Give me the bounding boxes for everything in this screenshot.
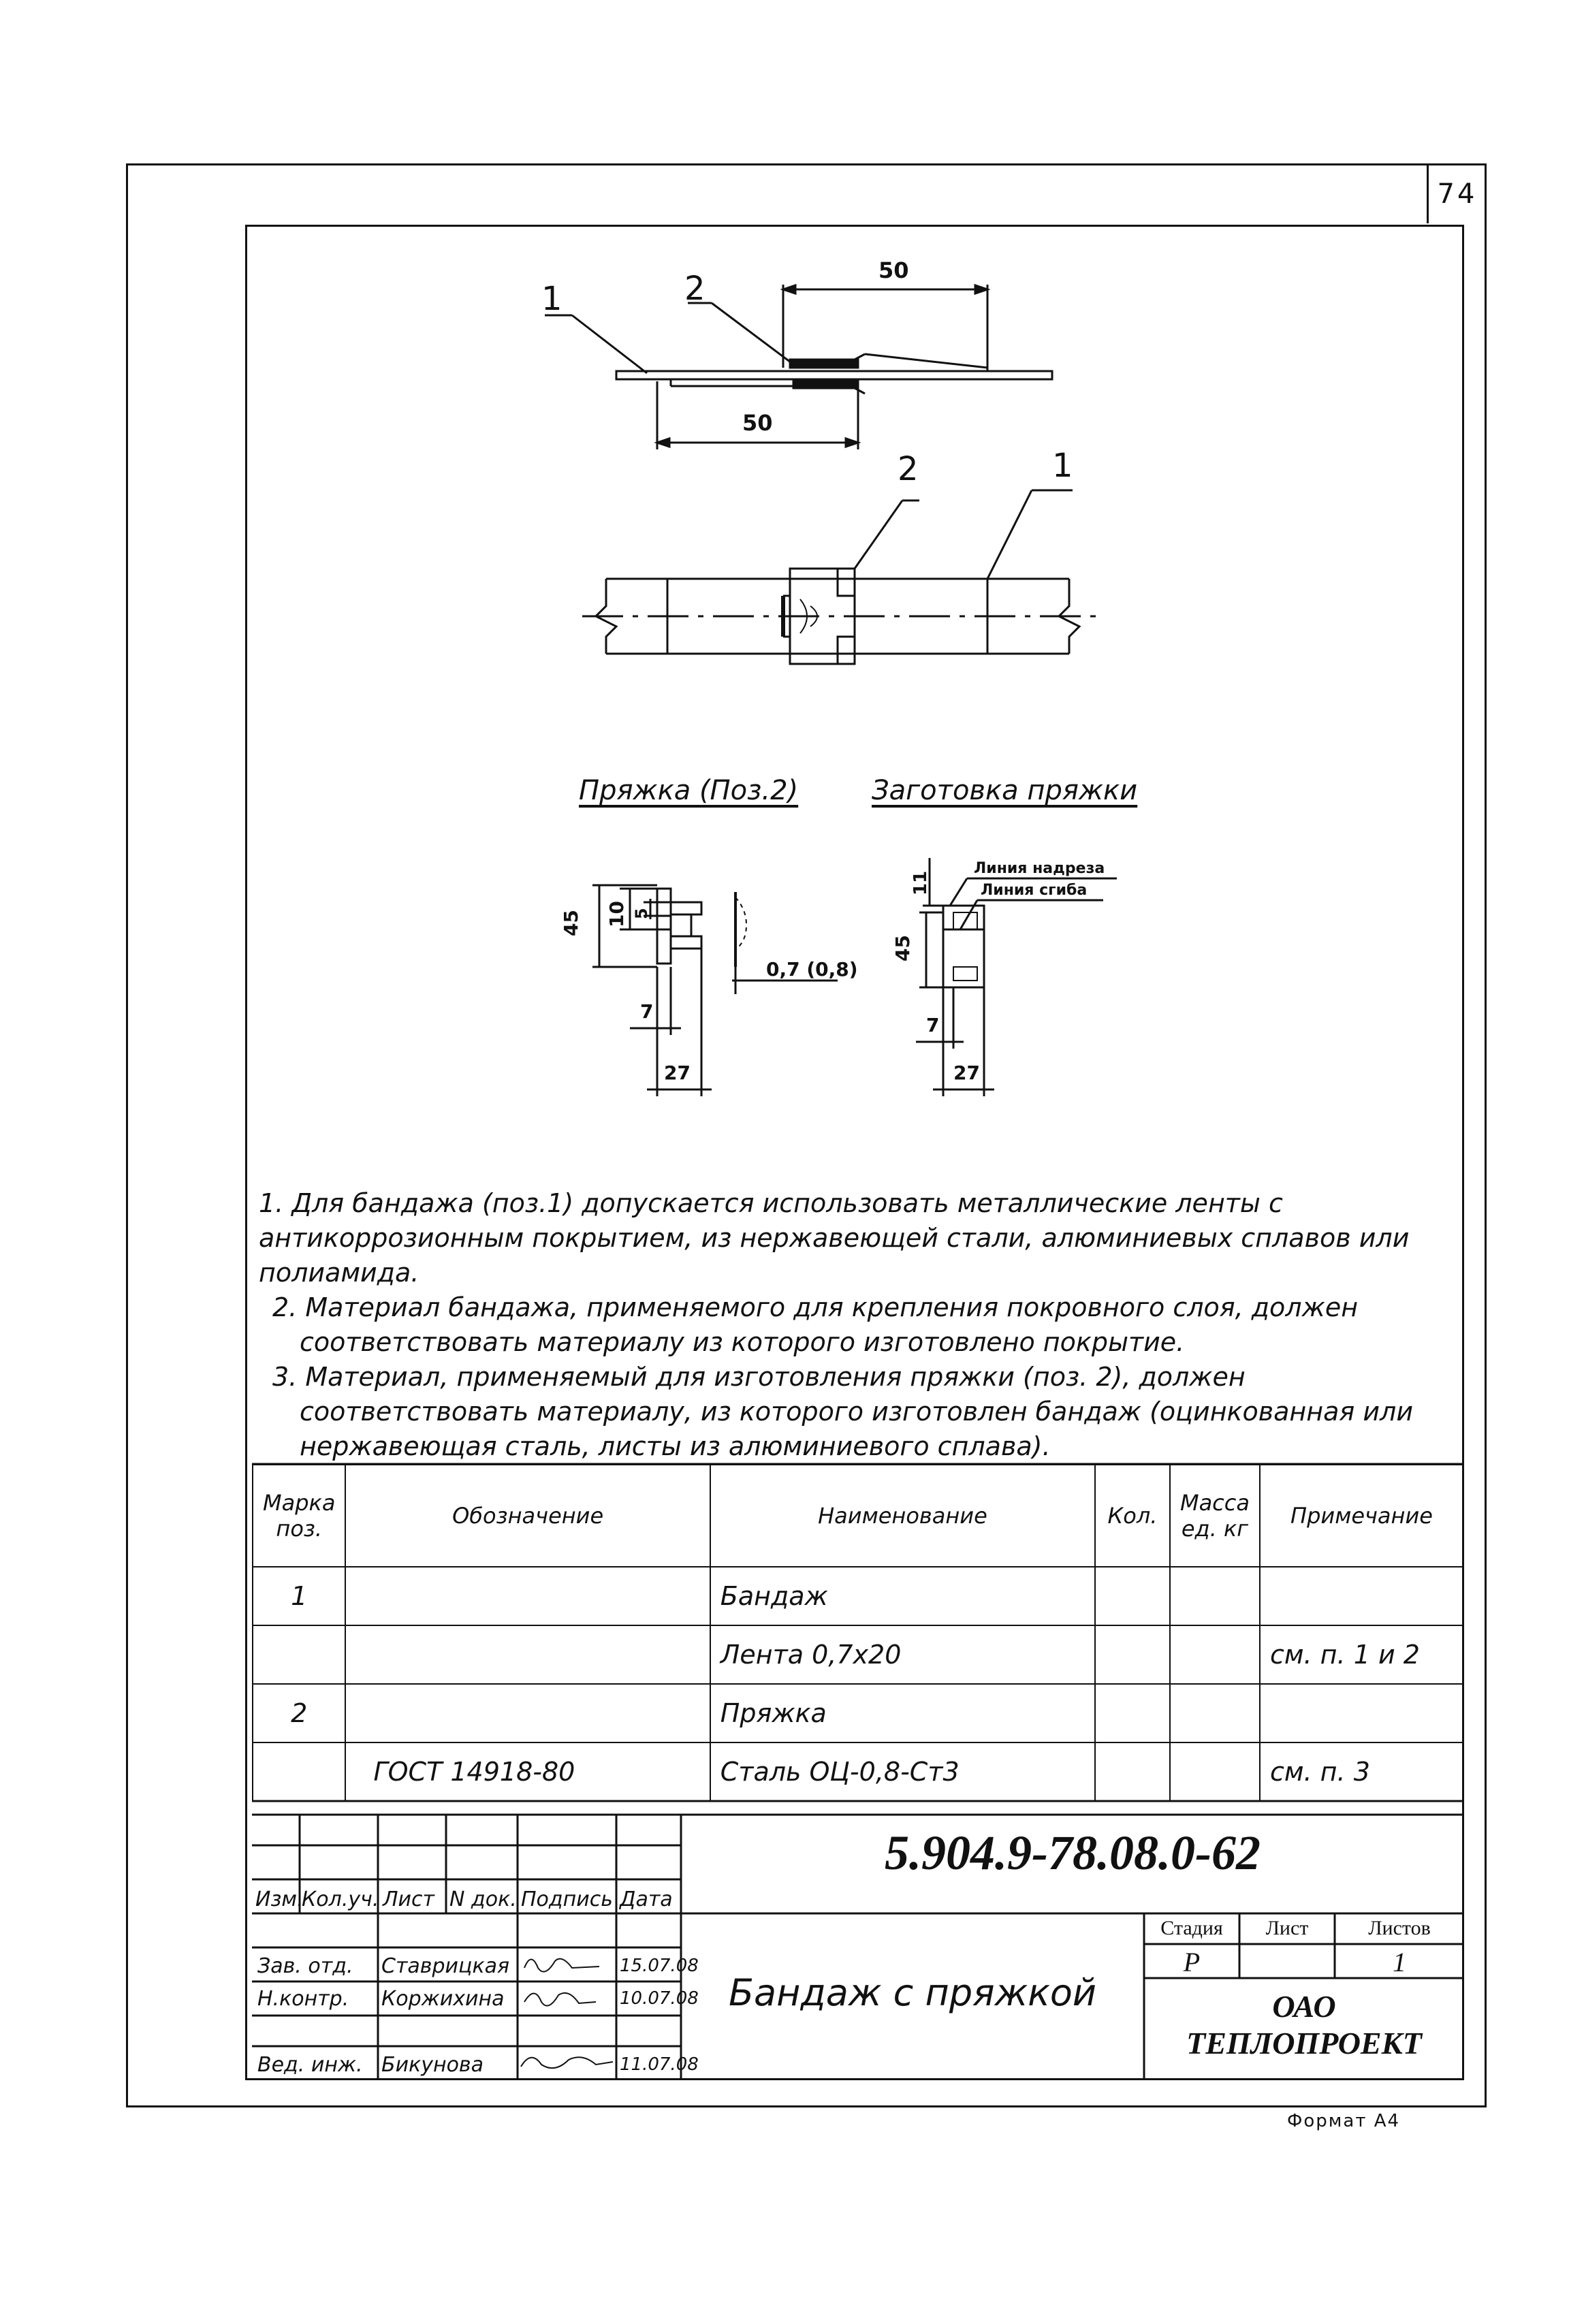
col-name: Наименование [710, 1465, 1095, 1567]
dim-thickness: 0,7 (0,8) [766, 958, 858, 981]
cell-qty [1095, 1742, 1170, 1801]
sheet-label: Лист [1265, 1917, 1309, 1939]
dim-7-buckle: 7 [640, 1000, 654, 1023]
dim-45-blank: 45 [891, 935, 914, 961]
stage-value: Р [1183, 1947, 1201, 1977]
dim-5-buckle: 5 [632, 908, 651, 919]
cell-name: Лента 0,7х20 [710, 1625, 1095, 1684]
label-notch-line: Линия надреза [974, 860, 1105, 877]
callout-2-side: 2 [684, 270, 706, 308]
table-row [253, 1742, 1463, 1801]
col-mark: Марка поз. [253, 1465, 345, 1567]
cell-note [1260, 1684, 1463, 1742]
page-number: 74 [1437, 178, 1478, 210]
dim-50-bottom: 50 [742, 410, 773, 436]
drawing-title: Бандаж с пряжкой [729, 1971, 1096, 2014]
callout-2-plan: 2 [898, 450, 919, 488]
dim-45-buckle: 45 [560, 910, 582, 936]
cell-mass [1170, 1684, 1260, 1742]
signer-name: Ставрицкая [381, 1954, 509, 1978]
spec-table [252, 1464, 1464, 1802]
table-row [253, 1567, 1463, 1625]
org-line-1: ОАО [1272, 1989, 1336, 2024]
notes [259, 1186, 1464, 1464]
cell-mass [1170, 1625, 1260, 1684]
tb-col-izm: Изм. [255, 1888, 304, 1911]
signer-name: Бикунова [381, 2053, 484, 2077]
cell-designation [345, 1625, 710, 1684]
signer-date: 11.07.08 [620, 2054, 699, 2075]
signature-3 [521, 2057, 613, 2068]
cell-mass [1170, 1567, 1260, 1625]
dim-10-buckle: 10 [605, 901, 628, 927]
col-qty: Кол. [1095, 1465, 1170, 1567]
signer-role: Зав. отд. [257, 1954, 353, 1978]
org-line-2: ТЕПЛОПРОЕКТ [1186, 2026, 1422, 2060]
cell-designation [345, 1684, 710, 1742]
signer-date: 10.07.08 [620, 1988, 699, 2009]
dim-27-buckle: 27 [664, 1062, 691, 1084]
table-row [253, 1684, 1463, 1742]
cell-qty [1095, 1567, 1170, 1625]
document-code: 5.904.9-78.08.0-62 [885, 1826, 1261, 1880]
tb-col-podpis: Подпись [521, 1888, 613, 1911]
organization [1144, 1988, 1464, 2062]
dim-50-top: 50 [878, 257, 909, 283]
signature-1 [524, 1959, 599, 1972]
cell-mark [253, 1742, 345, 1801]
note-2: 2. Материал бандажа, применяемого для крепления покровного слоя, должен соответствовать материалу из которого изготовлено покрытие. [272, 1292, 1359, 1357]
signer-role: Вед. инж. [257, 2053, 363, 2077]
cell-name: Сталь ОЦ-0,8-Ст3 [710, 1742, 1095, 1801]
blank-detail [891, 858, 1117, 1096]
side-view [541, 257, 1052, 449]
cell-mark: 2 [253, 1684, 345, 1742]
signature-2 [524, 1993, 596, 2006]
dim-27-blank: 27 [953, 1062, 980, 1084]
callout-1-plan: 1 [1052, 447, 1073, 485]
note-3: 3. Материал, применяемый для изготовления пряжки (поз. 2), должен соответствовать материалу, из которого изготовлен бандаж (оцинкованная или нержавеющая сталь, листы из алюминиевого сплава). [272, 1362, 1414, 1461]
cell-qty [1095, 1684, 1170, 1742]
signer-role: Н.контр. [257, 1987, 349, 2011]
cell-name: Пряжка [710, 1684, 1095, 1742]
signer-date: 15.07.08 [620, 1956, 699, 1976]
plan-view [582, 447, 1096, 664]
table-row [253, 1625, 1463, 1684]
signatures [518, 1947, 616, 2080]
col-note: Примечание [1260, 1465, 1463, 1567]
cell-mark: 1 [253, 1567, 345, 1625]
note-1: 1. Для бандажа (поз.1) допускается использовать металлические ленты с антикоррозионным покрытием, из нержавеющей стали, алюминиевых сплавов или полиамида. [259, 1188, 1410, 1288]
cell-note [1260, 1567, 1463, 1625]
stage-label: Стадия [1160, 1917, 1223, 1939]
dim-11-blank: 11 [910, 870, 931, 895]
cell-designation: ГОСТ 14918-80 [345, 1742, 710, 1801]
tb-col-ndok: N док. [449, 1888, 517, 1911]
cell-mass [1170, 1742, 1260, 1801]
cell-qty [1095, 1625, 1170, 1684]
cell-name: Бандаж [710, 1567, 1095, 1625]
callout-1-side: 1 [541, 280, 562, 318]
cell-designation [345, 1567, 710, 1625]
signer-name: Коржихина [381, 1987, 505, 2011]
format-label: Формат А4 [1287, 2111, 1401, 2131]
caption-blank: Заготовка пряжки [872, 775, 1138, 806]
cell-mark [253, 1625, 345, 1684]
tb-col-data: Дата [620, 1888, 673, 1911]
buckle-detail [560, 885, 858, 1096]
col-designation: Обозначение [345, 1465, 710, 1567]
tb-col-koluch: Кол.уч. [302, 1888, 379, 1911]
spec-table-header [253, 1465, 1463, 1567]
tb-col-list: Лист [383, 1888, 435, 1911]
cell-note: см. п. 1 и 2 [1260, 1625, 1463, 1684]
col-mass: Масса ед. кг [1170, 1465, 1260, 1567]
label-fold-line: Линия сгиба [981, 882, 1088, 899]
cell-note: см. п. 3 [1260, 1742, 1463, 1801]
sheets-label: Листов [1368, 1917, 1431, 1939]
dim-7-blank: 7 [926, 1014, 940, 1036]
sheets-value: 1 [1393, 1947, 1406, 1977]
caption-buckle: Пряжка (Поз.2) [579, 775, 799, 806]
